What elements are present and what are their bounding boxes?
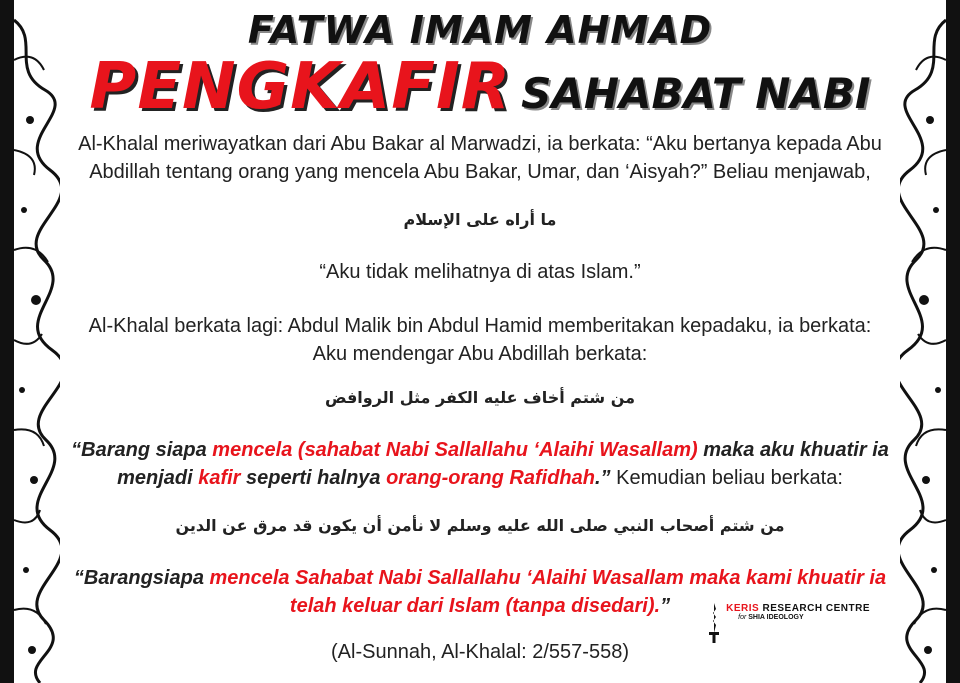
keris-logo bbox=[706, 603, 870, 643]
quote-1-tail: Kemudian beliau berkata: bbox=[610, 467, 843, 489]
quote-1 bbox=[70, 436, 890, 492]
floral-ornament-right bbox=[900, 0, 960, 683]
right-floral-border bbox=[900, 0, 960, 683]
logo-name: KERIS RESEARCH CENTRE bbox=[726, 603, 870, 614]
quote-2-close: ” bbox=[660, 595, 671, 617]
title-line-2 bbox=[70, 50, 890, 124]
arabic-quote-3: من شتم أصحاب النبي صلى الله عليه وسلم لا نأمن أن يكون قد مرق عن الدين bbox=[175, 516, 785, 535]
title-black-words: SAHABAT NABI bbox=[521, 69, 871, 118]
floral-ornament-left bbox=[0, 0, 60, 683]
keris-dagger-icon bbox=[706, 603, 722, 643]
left-floral-border bbox=[0, 0, 60, 683]
quote-1-mid-2: seperti halnya bbox=[240, 467, 387, 489]
quote-1-mid-1: maka aku khuatir ia menjadi bbox=[117, 439, 889, 489]
quote-2-open: “Barangsiapa bbox=[73, 567, 210, 589]
quote-1-close: .” bbox=[594, 467, 611, 489]
quote-1-red-3: orang-orang Rafidhah bbox=[386, 467, 595, 489]
logo-subtitle: for SHIA IDEOLOGY bbox=[738, 614, 804, 621]
quote-1-red-2: kafir bbox=[198, 467, 241, 489]
quote-1-open: “Barang siapa bbox=[71, 439, 213, 461]
second-paragraph: Al-Khalal berkata lagi: Abdul Malik bin Abdul Hamid memberitakan kepadaku, ia berkata: Aku mendengar Abu Abdillah berkata: bbox=[88, 315, 872, 365]
intro-paragraph: Al-Khalal meriwayatkan dari Abu Bakar al Marwadzi, ia berkata: “Aku bertanya kepada Abu Abdillah tentang orang yang mencela Abu Bakar, Umar, dan ‘Aisyah?” Beliau menjawab, bbox=[78, 133, 882, 183]
quote-2-red: mencela Sahabat Nabi Sallallahu ‘Alaihi Wasallam maka kami khuatir ia telah keluar dari Islam (tanpa disedari). bbox=[209, 567, 887, 617]
arabic-quote-1: ما أراه على الإسلام bbox=[403, 210, 557, 229]
title-line-1: FATWA IMAM AHMAD bbox=[247, 8, 713, 52]
title-red-word: PENGKAFIR bbox=[89, 50, 512, 124]
arabic-quote-2: من شتم أخاف عليه الكفر مثل الروافض bbox=[324, 388, 635, 407]
poster-content bbox=[70, 0, 890, 683]
quote-1-red-1: mencela (sahabat Nabi Sallallahu ‘Alaihi Wasallam) bbox=[212, 439, 698, 461]
translation-1: “Aku tidak melihatnya di atas Islam.” bbox=[319, 261, 641, 283]
citation: (Al-Sunnah, Al-Khalal: 2/557-558) bbox=[331, 641, 629, 663]
